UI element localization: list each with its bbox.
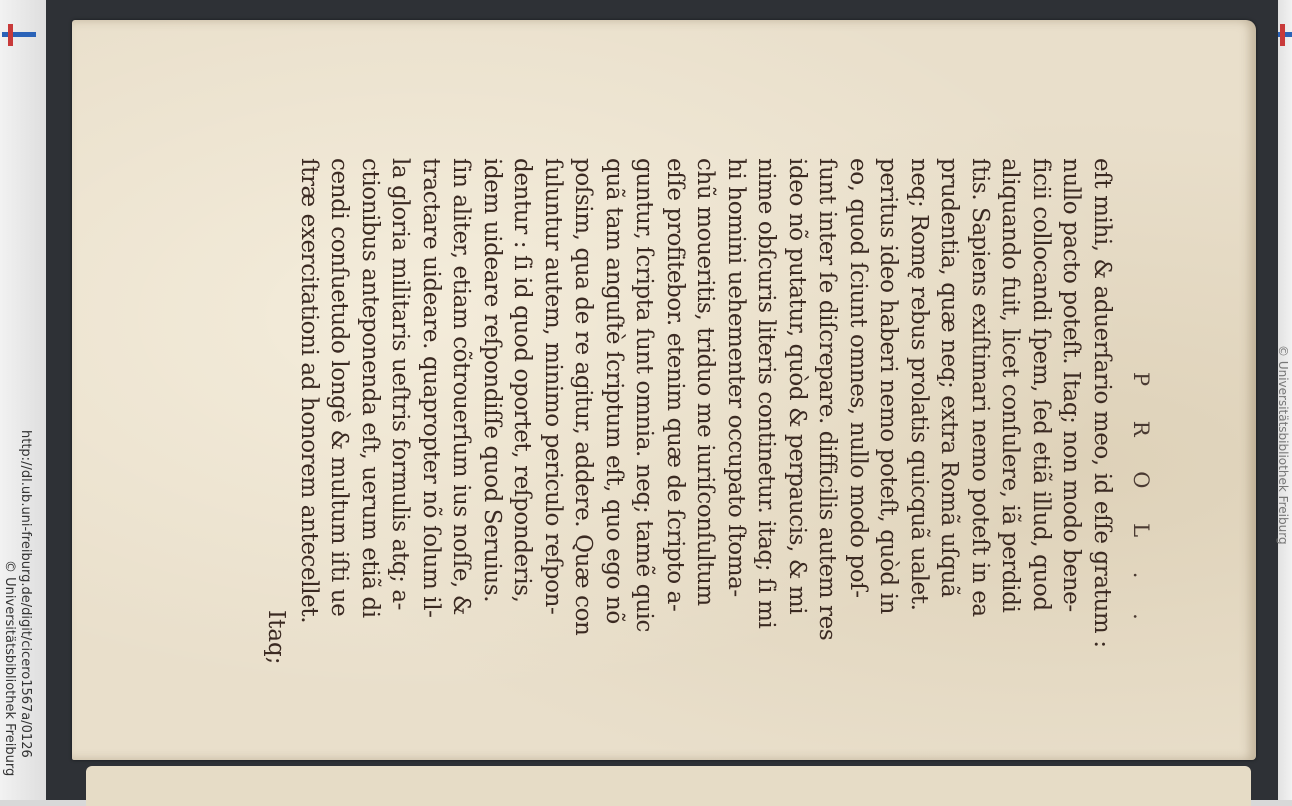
text-line: peritus ideo haberi nemo poteſt, quòd in xyxy=(875,158,902,615)
text-line: idem uideare reſpondiſſe quod Seruius. xyxy=(479,158,505,603)
viewer-left-margin xyxy=(0,0,46,800)
page-text-block xyxy=(215,158,1155,703)
page-url[interactable]: http://dl.ub.uni-freiburg.de/digit/cicero1567a/0126 xyxy=(18,430,33,758)
text-line: ſuluntur autem, minimo periculo reſpon- xyxy=(540,158,566,615)
text-line: la gloria militaris ueſtris formulis atq; a- xyxy=(387,158,414,611)
text-line: eo, quod ſciunt omnes, nullo modo poſ- xyxy=(845,158,871,598)
text-line: eſt mihi, & aduerſario meo, id eſſe gratum : xyxy=(1089,158,1115,648)
text-line: guntur, ſcripta ſunt omnia. neq; tamẽ quic xyxy=(631,158,658,632)
text-line: ſunt inter ſe diſcrepare. difficilis autem res xyxy=(814,158,841,641)
text-line: ideo nõ putatur, quòd & perpaucis, & mi xyxy=(784,158,810,615)
viewer-right-margin xyxy=(1278,0,1292,800)
text-line: neq; Romę rebus prolatis quicquã ualet. xyxy=(906,158,932,611)
text-line: ctionibus anteponenda eſt, uerum etiã di xyxy=(357,158,383,618)
text-lines xyxy=(294,158,1118,703)
flag-icon xyxy=(2,24,36,46)
running-head: P R O L . . xyxy=(1129,372,1153,634)
text-line: ſtis. Sapiens exiſtimari nemo poteſt in ea xyxy=(967,158,993,617)
catchword: Itaq; xyxy=(263,610,290,665)
text-line: dentur : ſi id quod oportet, reſponderis, xyxy=(509,158,536,603)
text-line: aliquando fuit, licet conſulere, iã perdidi xyxy=(997,158,1024,613)
text-line: poſsim, qua de re agitur, addere. Quæ con xyxy=(570,158,597,636)
text-line: prudentia, quæ neq; extra Romã uſquã xyxy=(936,158,963,598)
text-line: hi homini uehementer occupato ſtoma- xyxy=(723,158,749,597)
text-line: nullo pacto poteſt. Itaq; non modo bene- xyxy=(1058,158,1085,612)
copyright-notice-right: © Universitätsbibliothek Freiburg xyxy=(1276,345,1290,545)
text-line: tractare uideare. quapropter nõ ſolum il- xyxy=(418,158,444,618)
copyright-notice: © Universitätsbibliothek Freiburg xyxy=(2,560,17,777)
text-line: ſtræ exercitationi ad honorem antecellet. xyxy=(296,158,322,624)
text-line: quã tam anguſtè ſcriptum eſt, quo ego nõ xyxy=(601,158,627,624)
text-line: cendi conſuetudo longè & multum iſti ue xyxy=(326,158,353,617)
text-line: ſin aliter, etiam cõtrouerſum ius noſſe, & xyxy=(448,158,475,615)
next-page-edge xyxy=(86,766,1251,806)
text-line: chũ moueritis, triduo me iuriſconſultum xyxy=(692,158,719,606)
text-line: nime obſcuris literis continetur. itaq; ſi mi xyxy=(753,158,780,629)
flag-icon xyxy=(1278,24,1292,46)
text-line: eſſe profitebor. etenim quæ de ſcripto a- xyxy=(662,158,688,612)
text-line: ficii collocandi ſpem, ſed etiã illud, quod xyxy=(1028,158,1054,611)
